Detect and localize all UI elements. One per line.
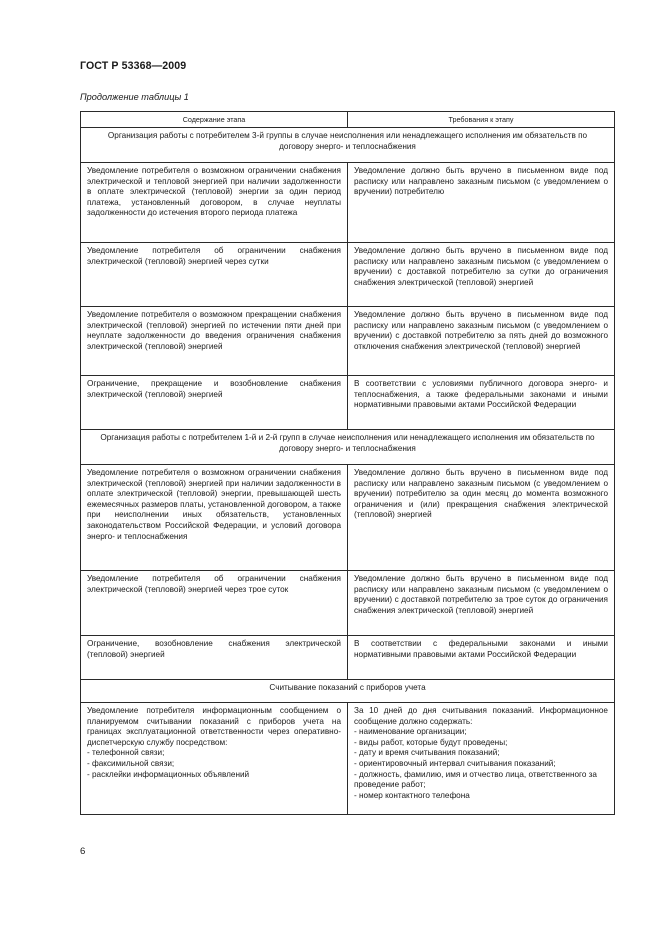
table-header-row [81, 112, 615, 128]
stage-requirement-cell: Уведомление должно быть вручено в письменном виде под расписку или направлено заказным письмом (с уведомлением о вручении) с доставкой потребителю за трое суток до ограничения снабжения электрической (тепловой) энергией [348, 571, 615, 636]
page-number: 6 [80, 846, 86, 857]
stage-requirement-cell: Уведомление должно быть вручено в письменном виде под расписку или направлено заказным письмом (с уведомлением о вручении) потребителю [348, 163, 615, 243]
table-row [81, 465, 615, 571]
column-header-requirements: Требования к этапу [348, 112, 615, 128]
group-title: Организация работы с потребителем 3-й группы в случае неисполнения или ненадлежащего исполнения им обязательств по договору энерго- и теплоснабжения [81, 128, 615, 163]
group-row [81, 680, 615, 703]
table-continuation-label: Продолжение таблицы 1 [80, 92, 189, 102]
table-row [81, 163, 615, 243]
stage-requirement-cell: Уведомление должно быть вручено в письменном виде под расписку или направлено заказным письмом (с уведомлением о вручении) с доставкой потребителю за пять дней до возможного отключения снабжения электрической (тепловой) энергией [348, 307, 615, 376]
list-item: - номер контактного телефона [354, 790, 470, 800]
document-code: ГОСТ Р 53368—2009 [80, 60, 187, 72]
table-row [81, 636, 615, 680]
stage-content-cell: Ограничение, прекращение и возобновление снабжения электрической (тепловой) энергией [81, 376, 348, 430]
stage-content-cell: Уведомление потребителя об ограничении снабжения электрической (тепловой) энергией через трое суток [81, 571, 348, 636]
stage-requirement-cell [348, 703, 615, 815]
list-item: - ориентировочный интервал считывания показаний; [354, 758, 556, 768]
stage-requirement-cell: В соответствии с условиями публичного договора энерго- и теплоснабжения, а также федеральными законами и иными нормативными правовыми актами Российской Федерации [348, 376, 615, 430]
requirements-table [80, 111, 615, 815]
table-row [81, 571, 615, 636]
content-text: Уведомление потребителя информационным сообщением о планируемом считывании показаний с приборов учета на границах эксплуатационной ответственности через оперативно-диспетчерскую службу посредством: [87, 706, 341, 747]
requirement-text: За 10 дней до дня считывания показаний. Информационное сообщение должно содержать: [354, 706, 608, 726]
stage-content-cell: Уведомление потребителя о возможном прекращении снабжения электрической (тепловой) энергией по истечении пяти дней при неуплате задолженности до введения ограничения снабжения электрической (тепловой) энергией [81, 307, 348, 376]
stage-content-cell [81, 703, 348, 815]
table-row [81, 307, 615, 376]
stage-requirement-cell: Уведомление должно быть вручено в письменном виде под расписку или направлено заказным письмом (с уведомлением о вручении) потребителю за один месяц до момента возможного ограничения и (или) прекращения снабжения электрической (тепловой) энергией [348, 465, 615, 571]
group-row [81, 128, 615, 163]
table-row [81, 703, 615, 815]
stage-content-cell: Ограничение, возобновление снабжения электрической (тепловой) энергией [81, 636, 348, 680]
column-header-content: Содержание этапа [81, 112, 348, 128]
table-row [81, 243, 615, 307]
stage-content-cell: Уведомление потребителя о возможном ограничении снабжения электрической и тепловой энергией при наличии задолженности в оплате электрической (тепловой) энергии за один период платежа, установленный договором, в случае неуплаты задолженности до истечения второго периода платежа [81, 163, 348, 243]
group-title: Организация работы с потребителем 1-й и 2-й групп в случае неисполнения или ненадлежащего исполнения им обязательств по договору энерго- и теплоснабжения [81, 430, 615, 465]
list-item: - дату и время считывания показаний; [354, 748, 500, 758]
list-item: - расклейки информационных объявлений [87, 769, 250, 779]
group-title: Считывание показаний с приборов учета [81, 680, 615, 703]
stage-requirement-cell: В соответствии с федеральными законами и иными нормативными правовыми актами Российской Федерации [348, 636, 615, 680]
group-row [81, 430, 615, 465]
list-item: - факсимильной связи; [87, 758, 175, 768]
stage-requirement-cell: Уведомление должно быть вручено в письменном виде под расписку или направлено заказным письмом (с уведомлением о вручении) с доставкой потребителю за сутки до ограничения снабжения электрической (тепловой) энергией [348, 243, 615, 307]
list-item: - виды работ, которые будут проведены; [354, 737, 508, 747]
table-row [81, 376, 615, 430]
list-item: - телефонной связи; [87, 748, 165, 758]
list-item: - наименование организации; [354, 727, 467, 737]
stage-content-cell: Уведомление потребителя об ограничении снабжения электрической (тепловой) энергией через сутки [81, 243, 348, 307]
stage-content-cell: Уведомление потребителя о возможном ограничении снабжения электрической (тепловой) энергией при наличии задолженности в оплате электрической (тепловой) энергии, превышающей шесть ежемесячных размеров платы, установленной договором, а также при неисполнении иных обязательств, установленных законодательством Российской Федерации, и условий договора энерго- и теплоснабжения [81, 465, 348, 571]
list-item: - должность, фамилию, имя и отчество лица, ответственного за проведение работ; [354, 769, 597, 790]
